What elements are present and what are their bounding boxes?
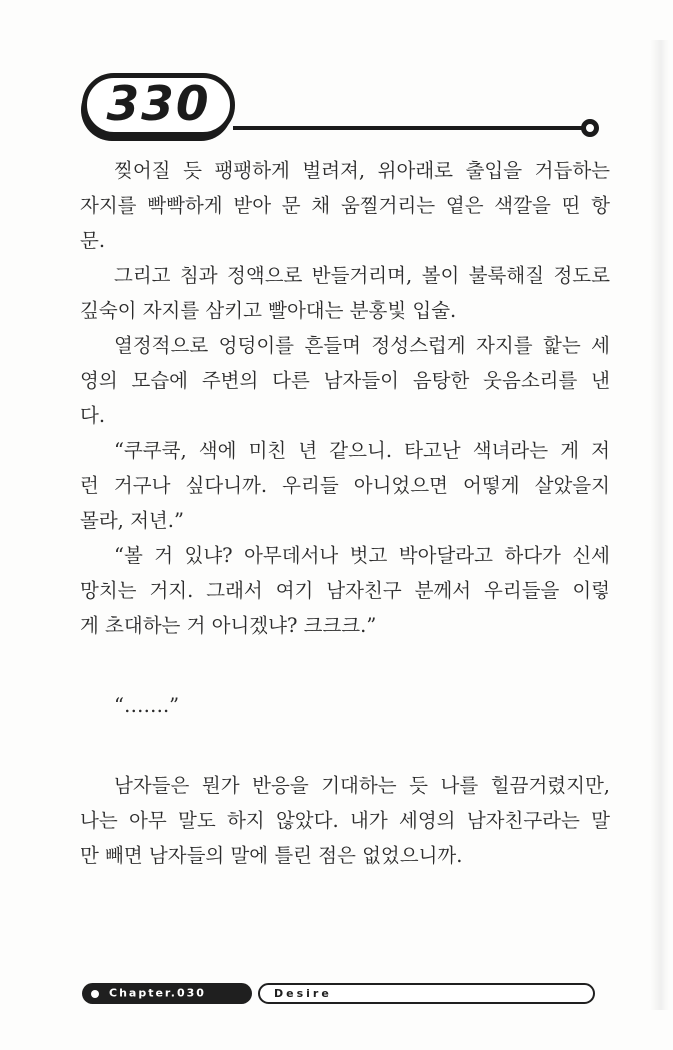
bullet-dot-icon [91,990,99,998]
text-line: 자지를 빡빡하게 받아 문 채 움찔거리는 옅은 색깔을 띤 항 [80,194,610,217]
text-line: “볼 거 있냐? 아무데서나 벗고 박아달라고 하다가 신세 [114,544,610,567]
paragraph [80,328,610,433]
page-number: 330 [106,76,211,132]
page-number-badge [82,73,235,137]
scan-edge-shadow [650,40,670,1010]
text-line: 망치는 거지. 그래서 여기 남자친구 분께서 우리들을 이렇 [80,579,610,602]
paragraph [80,538,610,643]
text-line: 그리고 침과 정액으로 반들거리며, 볼이 불룩해질 정도로 [114,264,610,287]
series-label: Desire [274,987,332,1000]
paragraph [80,153,610,258]
text-line: 남자들은 뭔가 반응을 기대하는 듯 나를 힐끔거렸지만, [114,774,610,797]
paragraph [80,258,610,328]
text-line: 찢어질 듯 팽팽하게 벌려져, 위아래로 출입을 거듭하는 [114,159,610,182]
text-line: 게 초대하는 거 아니겠냐? 크크크.” [80,614,377,637]
header-rule-line [233,126,582,130]
paragraph [80,768,610,873]
text-line: 깊숙이 자지를 삼키고 빨아대는 분홍빛 입술. [80,299,457,322]
body-text [80,153,610,873]
paragraph [80,433,610,538]
text-line: 다. [80,404,106,427]
text-line: “…….” [114,694,180,717]
ring-icon [581,119,599,137]
paragraph [80,688,610,723]
text-line: “쿠쿠쿡, 색에 미친 년 같으니. 타고난 색녀라는 게 저 [114,439,610,462]
text-line: 문. [80,229,106,252]
chapter-badge [82,983,252,1004]
text-line: 몰라, 저년.” [80,509,184,532]
text-line: 나는 아무 말도 하지 않았다. 내가 세영의 남자친구라는 말 [80,809,610,832]
text-line: 영의 모습에 주변의 다른 남자들이 음탕한 웃음소리를 낸 [80,369,610,392]
chapter-label: Chapter.030 [109,986,206,1000]
text-line: 만 빼면 남자들의 말에 틀린 점은 없었으니까. [80,844,463,867]
series-badge [258,983,595,1004]
text-line: 런 거구나 싶다니까. 우리들 아니었으면 어떻게 살았을지 [80,474,610,497]
text-line: 열정적으로 엉덩이를 흔들며 정성스럽게 자지를 핥는 세 [114,334,610,357]
